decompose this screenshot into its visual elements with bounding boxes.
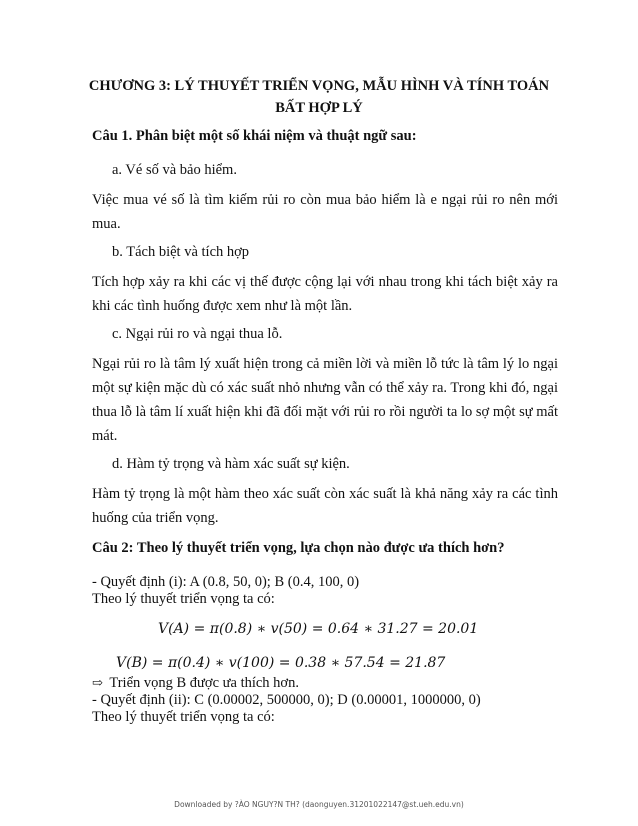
item-d-text: Hàm tỷ trọng là một hàm theo xác suất còn xác suất là khả năng xảy ra các tình huống của triển vọng.: [92, 486, 558, 526]
double-right-arrow-icon: ⇨: [92, 675, 103, 690]
equation-va-rhs: = π(0.8) ∗ v(50) = 0.64 ∗ 31.27 = 20.01: [189, 621, 479, 637]
decision-1: - Quyết định (i): A (0.8, 50, 0); B (0.4, 100, 0): [92, 574, 360, 590]
chapter-title-line-1: CHƯƠNG 3: LÝ THUYẾT TRIỂN VỌNG, MẪU HÌNH VÀ TÍNH TOÁN: [88, 78, 550, 94]
item-a-label: a. Vé số và bảo hiểm.: [112, 162, 237, 178]
conclusion-text: Triển vọng B được ưa thích hơn.: [109, 675, 299, 691]
equation-vb-lhs: V(B): [116, 655, 148, 671]
question-2-heading: Câu 2: Theo lý thuyết triển vọng, lựa chọn nào được ưa thích hơn?: [92, 540, 505, 556]
equation-va-lhs: V(A): [158, 621, 190, 637]
chapter-title: [70, 75, 568, 119]
question-1-heading: Câu 1. Phân biệt một số khái niệm và thuật ngữ sau:: [92, 128, 417, 144]
item-a-text: Việc mua vé số là tìm kiếm rủi ro còn mua bảo hiểm là e ngại rủi ro nên mới mua.: [92, 192, 558, 232]
equation-vb-rhs: = π(0.4) ∗ v(100) = 0.38 ∗ 57.54 = 21.87: [147, 655, 446, 671]
item-b-text: Tích hợp xảy ra khi các vị thế được cộng lại với nhau trong khi tách biệt xảy ra khi các tình huống được xem như là một lần.: [92, 274, 558, 314]
item-b-label: b. Tách biệt và tích hợp: [112, 244, 250, 260]
chapter-title-line-2: BẤT HỢP LÝ: [275, 100, 363, 116]
equation-vb: [116, 655, 445, 671]
theory-line-2: Theo lý thuyết triển vọng ta có:: [92, 709, 275, 725]
item-c-label: c. Ngại rủi ro và ngại thua lỗ.: [112, 326, 283, 342]
download-footer: Downloaded by ?ÀO NGUY?N TH? (daonguyen.31201022147@st.ueh.edu.vn): [174, 800, 464, 809]
item-c-text: Ngại rủi ro là tâm lý xuất hiện trong cả miền lời và miền lỗ tức là tâm lý lo ngại một sự kiện mặc dù có xác suất nhỏ nhưng vẫn có thể xảy ra. Trong khi đó, ngại thua lỗ là tâm lí xuất hiện khi đã đối mặt với rủi ro rồi người ta lo sợ một sự mất mát.: [92, 356, 558, 444]
theory-line-1: Theo lý thuyết triển vọng ta có:: [92, 591, 275, 607]
item-d-label: d. Hàm tỷ trọng và hàm xác suất sự kiện.: [112, 456, 350, 472]
equation-va: [158, 621, 478, 637]
conclusion-line: [92, 675, 299, 692]
decision-2: - Quyết định (ii): C (0.00002, 500000, 0); D (0.00001, 1000000, 0): [92, 692, 481, 708]
